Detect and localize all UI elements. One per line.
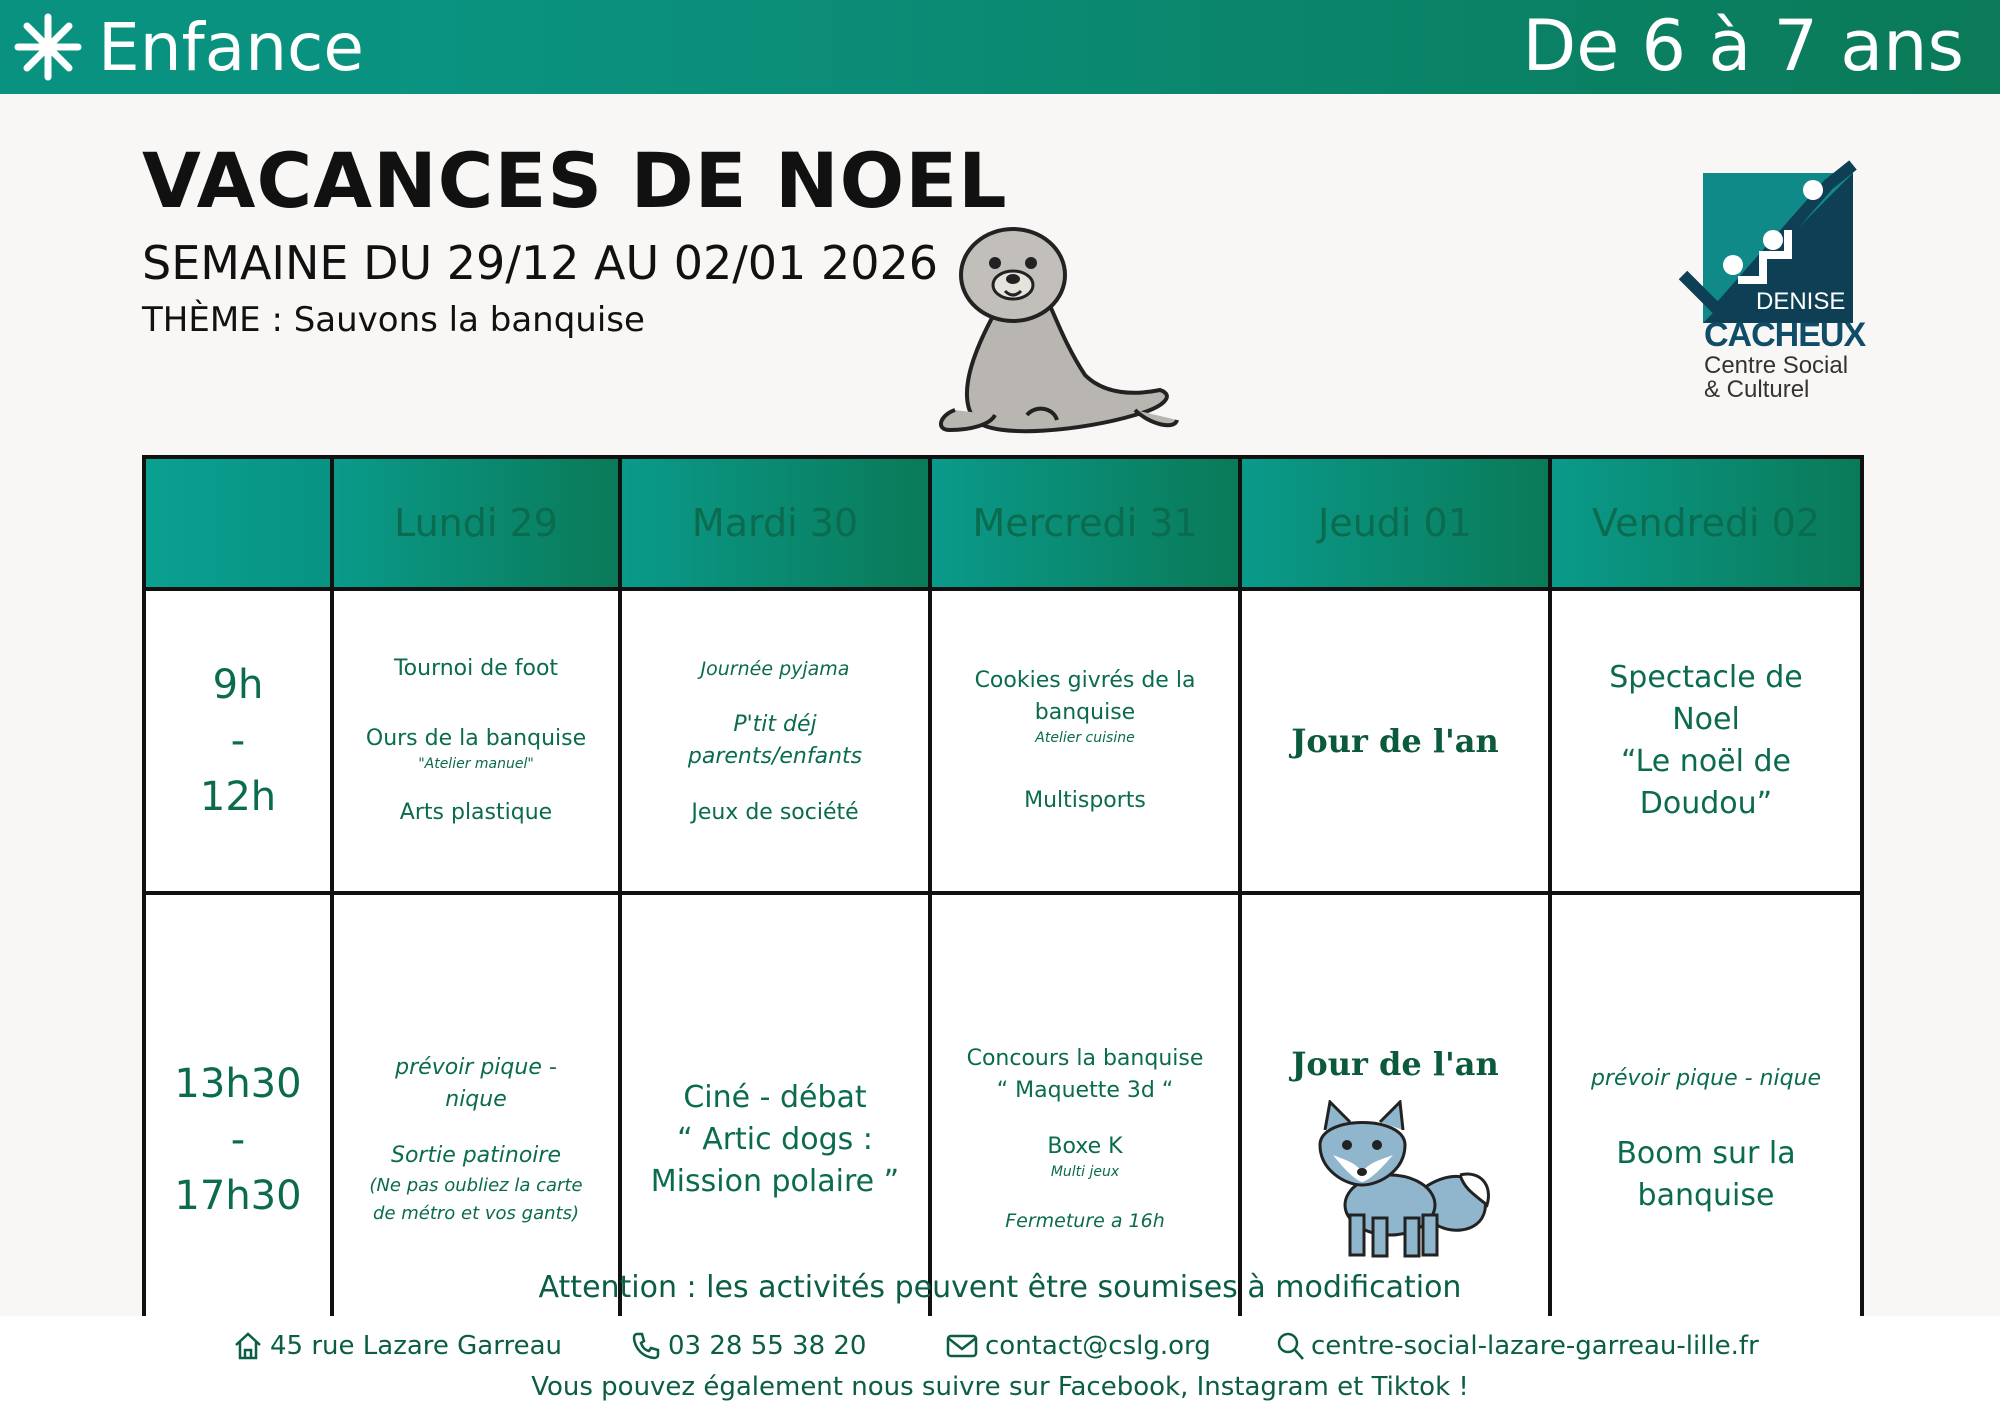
email[interactable]: contact@cslg.org (945, 1330, 1211, 1362)
phone: 03 28 55 38 20 (630, 1330, 866, 1362)
activity-cell: prévoir pique - nique Sortie patinoire (Ne pas oubliez la carte de métro et vos gants) (332, 893, 620, 1387)
week-subtitle: SEMAINE DU 29/12 AU 02/01 2026 (142, 236, 938, 290)
footer (0, 1316, 2000, 1414)
section-label: Enfance (98, 8, 364, 86)
afternoon-row (144, 893, 1862, 1387)
theme-line: THÈME : Sauvons la banquise (142, 300, 645, 340)
time-slot-morning: 9h - 12h (144, 589, 332, 893)
social-follow: Vous pouvez également nous suivre sur Facebook, Instagram et Tiktok ! (531, 1372, 1469, 1402)
logo-centre-social: Centre Social (1704, 352, 1849, 379)
page-title: VACANCES DE NOEL (142, 136, 1008, 225)
phone-icon (630, 1330, 662, 1362)
search-icon (1275, 1330, 1305, 1362)
section-tag (0, 0, 400, 94)
activity-cell: Spectacle de Noel “Le noël de Doudou” (1550, 589, 1862, 893)
top-banner (0, 0, 2000, 94)
activity-cell: Concours la banquise “ Maquette 3d “ Boxe K Multi jeux Fermeture a 16h (930, 893, 1240, 1387)
time-slot-afternoon: 13h30 - 17h30 (144, 893, 332, 1387)
activity-cell: prévoir pique - nique Boom sur la banquise (1550, 893, 1862, 1387)
seal-illustration (935, 225, 1180, 445)
header-corner (144, 457, 332, 589)
day-header: Jeudi 01 (1240, 457, 1550, 589)
age-range: De 6 à 7 ans (1522, 5, 1964, 87)
activity-cell: Jour de l'an (1240, 893, 1550, 1387)
home-icon (232, 1330, 264, 1362)
asterisk-icon (8, 7, 88, 87)
fox-illustration (1305, 1100, 1495, 1265)
schedule-table (142, 455, 1864, 1389)
day-header: Mercredi 31 (930, 457, 1240, 589)
activity-cell: Jour de l'an (1240, 589, 1550, 893)
address: 45 rue Lazare Garreau (232, 1330, 562, 1362)
morning-row (144, 589, 1862, 893)
attention-note: Attention : les activités peuvent être soumises à modification (538, 1270, 1462, 1305)
activity-cell: Tournoi de foot Ours de la banquise "Atelier manuel" Arts plastique (332, 589, 620, 893)
logo-cacheux: CACHEUX (1704, 316, 1866, 354)
day-header: Vendredi 02 (1550, 457, 1862, 589)
day-header: Mardi 30 (620, 457, 930, 589)
mail-icon (945, 1330, 979, 1362)
activity-cell: Journée pyjama P'tit déj parents/enfants Jeux de société (620, 589, 930, 893)
activity-cell: Cookies givrés de la banquise Atelier cuisine Multisports (930, 589, 1240, 893)
logo-culturel: & Culturel (1704, 376, 1810, 403)
day-header: Lundi 29 (332, 457, 620, 589)
activity-cell: Ciné - débat “ Artic dogs : Mission polaire ” (620, 893, 930, 1387)
logo-denise: DENISE (1756, 288, 1846, 315)
website[interactable]: centre-social-lazare-garreau-lille.fr (1275, 1330, 1759, 1362)
header-row (144, 457, 1862, 589)
